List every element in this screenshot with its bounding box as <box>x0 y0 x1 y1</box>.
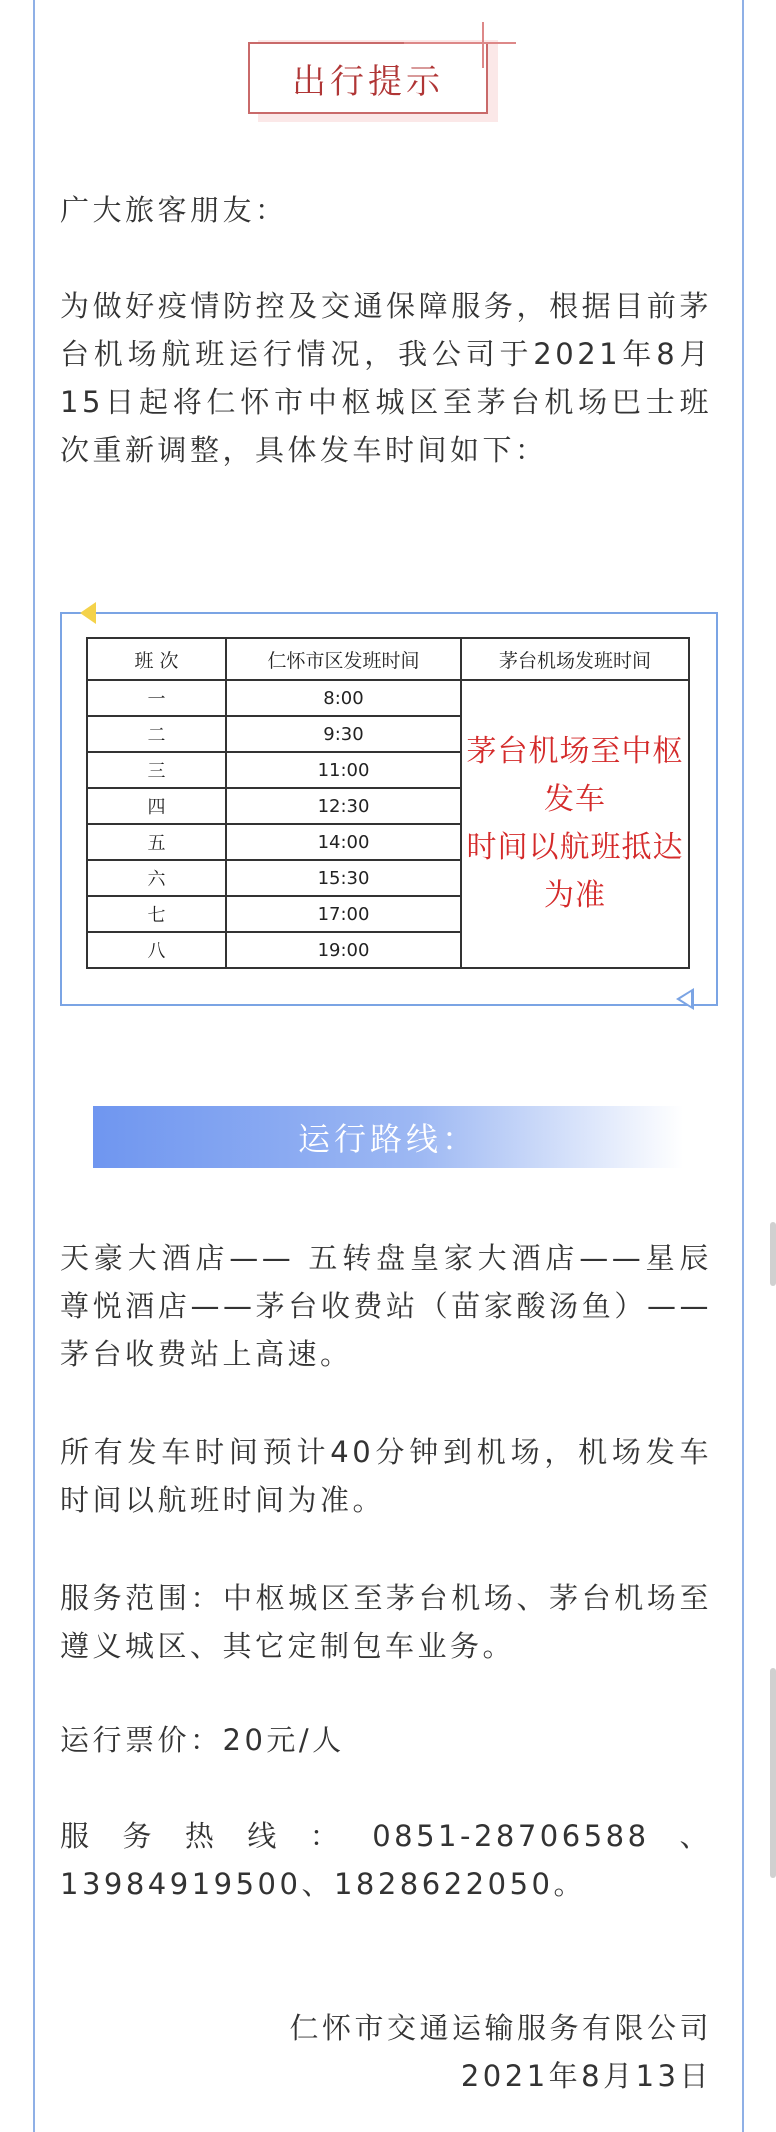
time-cell: 8:00 <box>226 680 461 716</box>
triangle-outline-inner <box>680 992 691 1006</box>
service-scope: 服务范围：中枢城区至茅台机场、茅台机场至遵义城区、其它定制包车业务。 <box>60 1581 712 1663</box>
triangle-marker-icon <box>80 602 96 624</box>
table-row <box>87 680 689 716</box>
time-cell: 17:00 <box>226 896 461 932</box>
title-decor-line <box>404 42 516 44</box>
shift-cell: 一 <box>87 680 226 716</box>
time-cell: 12:30 <box>226 788 461 824</box>
time-cell: 14:00 <box>226 824 461 860</box>
header-city-time: 仁怀市区发班时间 <box>226 638 461 680</box>
header-shift: 班 次 <box>87 638 226 680</box>
shift-cell: 八 <box>87 932 226 968</box>
header-airport-time: 茅台机场发班时间 <box>461 638 689 680</box>
shift-cell: 三 <box>87 752 226 788</box>
title-block <box>248 22 518 122</box>
time-cell: 9:30 <box>226 716 461 752</box>
airport-note-cell <box>461 680 689 968</box>
hotline-line: 13984919500、1828622050。 <box>60 1867 586 1901</box>
shift-cell: 六 <box>87 860 226 896</box>
route-section-header: 运行路线： <box>93 1106 683 1168</box>
intro-paragraph: 为做好疫情防控及交通保障服务，根据目前茅台机场航班运行情况，我公司于2021年8月15日起将仁怀市中枢城区至茅台机场巴士班次重新调整，具体发车时间如下： <box>60 289 712 467</box>
time-cell: 15:30 <box>226 860 461 896</box>
title-decor-line <box>482 22 484 68</box>
left-frame-line <box>33 0 35 2132</box>
page-title: 出行提示 <box>248 42 488 114</box>
scrollbar-mark <box>770 1668 776 1878</box>
shift-cell: 四 <box>87 788 226 824</box>
airport-note-line: 茅台机场至中枢发车 <box>466 734 684 817</box>
airport-note-line: 时间以航班抵达为准 <box>466 830 684 913</box>
greeting: 广大旅客朋友： <box>60 193 288 227</box>
route-paragraph: 天豪大酒店—— 五转盘皇家大酒店——星辰尊悦酒店——茅台收费站（苗家酸汤鱼）——茅台收费站上高速。 <box>60 1241 712 1371</box>
right-frame-line <box>742 0 744 2132</box>
ticket-price: 运行票价：20元/人 <box>60 1723 345 1757</box>
shift-cell: 二 <box>87 716 226 752</box>
shift-cell: 七 <box>87 896 226 932</box>
shift-cell: 五 <box>87 824 226 860</box>
time-cell: 19:00 <box>226 932 461 968</box>
time-cell: 11:00 <box>226 752 461 788</box>
table-header-row <box>87 638 689 680</box>
company-name: 仁怀市交通运输服务有限公司 <box>289 2011 712 2045</box>
scrollbar-mark <box>770 1222 776 1286</box>
notice-date: 2021年8月13日 <box>460 2059 712 2093</box>
arrival-note: 所有发车时间预计40分钟到机场，机场发车时间以航班时间为准。 <box>60 1435 712 1517</box>
hotline-line: 服务热线：0851-28706588、 <box>60 1819 712 1853</box>
schedule-table <box>86 637 690 969</box>
